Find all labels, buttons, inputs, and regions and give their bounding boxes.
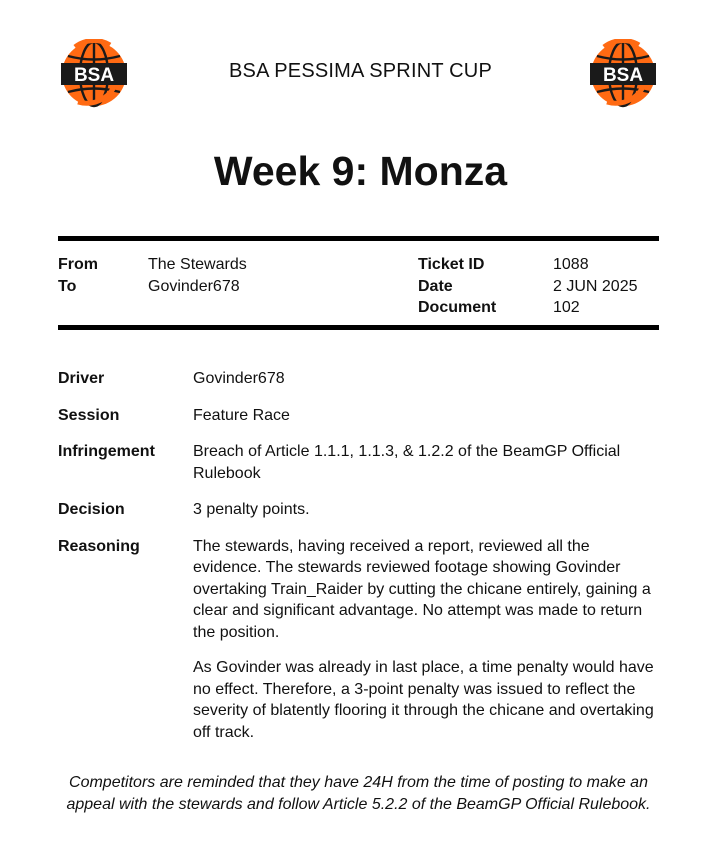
- ticket-id-label: Ticket ID: [418, 256, 485, 273]
- meta-right-values: [553, 254, 638, 319]
- reasoning-paragraph-1: The stewards, having received a report, reviewed all the evidence. The stewards reviewed footage showing Govinder overtaking Train_Raider by cutting the chicane entirely, gaining a clear and significant advantage. No attempt was made to return the position.: [193, 537, 651, 641]
- divider-bottom: [58, 325, 659, 330]
- session-label: Session: [58, 406, 120, 424]
- driver-value: [193, 368, 659, 390]
- date-label: Date: [418, 277, 453, 295]
- infringement-text: Breach of Article 1.1.1, 1.1.3, & 1.2.2 of the BeamGP Official Rulebook: [193, 443, 621, 482]
- bsa-logo-right: [587, 39, 659, 109]
- divider-top: [58, 236, 659, 241]
- from-label: From: [58, 256, 98, 273]
- meta-left-values: [148, 254, 247, 297]
- globe-logo-icon: [587, 39, 659, 109]
- appeal-notice: Competitors are reminded that they have 24H from the time of posting to make an appeal with the stewards and follow Article 5.2.2 of the BeamGP Official Rulebook.: [66, 774, 651, 813]
- detail-row-reasoning: [58, 536, 659, 744]
- detail-row-session: [58, 405, 659, 427]
- decision-label: Decision: [58, 501, 125, 518]
- meta-right-labels: [418, 254, 496, 319]
- series-title: BSA PESSIMA SPRINT CUP: [228, 60, 492, 82]
- detail-row-decision: [58, 499, 659, 521]
- from-value: The Stewards: [148, 256, 247, 273]
- decision-text: 3 penalty points.: [193, 501, 310, 518]
- document-label: Document: [418, 299, 497, 316]
- reasoning-label: Reasoning: [58, 537, 140, 555]
- to-value: Govinder678: [148, 277, 240, 295]
- driver-text: Govinder678: [193, 370, 285, 387]
- detail-row-driver: [58, 368, 659, 390]
- infringement-label: Infringement: [58, 443, 155, 460]
- infringement-value: [193, 441, 659, 484]
- to-label: To: [58, 277, 77, 295]
- document-value: 102: [553, 299, 580, 316]
- ticket-id-value: 1088: [553, 256, 589, 273]
- event-title: Week 9: Monza: [213, 148, 508, 194]
- decision-value: [193, 499, 659, 521]
- session-text: Feature Race: [193, 406, 290, 424]
- date-value: 2 JUN 2025: [553, 277, 638, 295]
- meta-left-labels: [58, 254, 98, 297]
- svg-text:BSA: BSA: [73, 65, 115, 86]
- reasoning-paragraph-2: As Govinder was already in last place, a time penalty would have no effect. Therefore, a 3-point penalty was issued to reflect the severity of blatently flooring it through the chicane and overtaking off track.: [193, 659, 654, 741]
- decision-details: [58, 368, 659, 758]
- svg-text:BSA: BSA: [602, 65, 644, 86]
- reasoning-value: [193, 536, 659, 744]
- detail-row-infringement: [58, 441, 659, 484]
- session-value: [193, 405, 659, 427]
- driver-label: Driver: [58, 370, 105, 387]
